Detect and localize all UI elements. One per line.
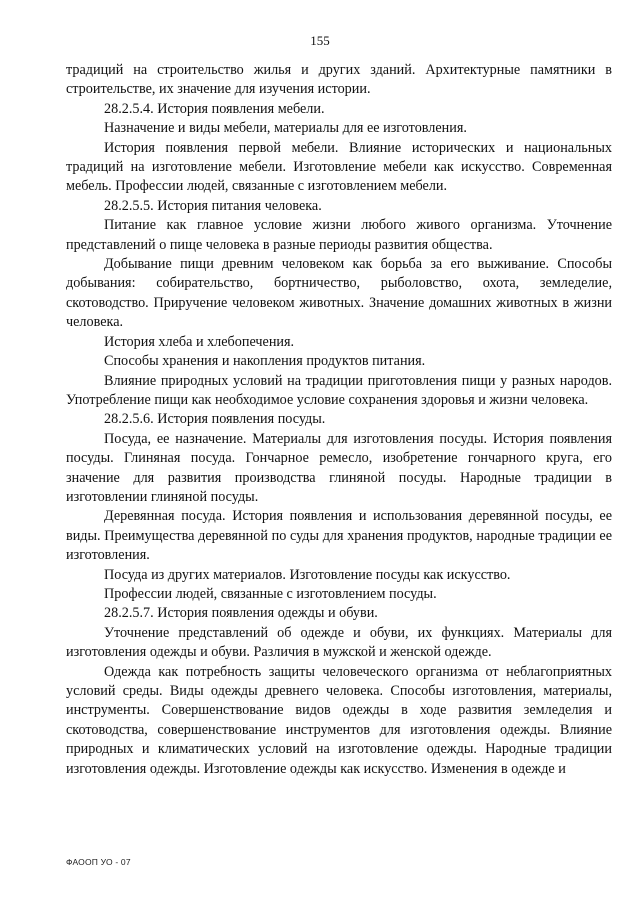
- document-footer: ФАООП УО - 07: [66, 857, 131, 867]
- section-heading-furniture: 28.2.5.4. История появления мебели.: [104, 100, 325, 117]
- section-heading-clothing: 28.2.5.7. История появления одежды и обуви.: [104, 605, 378, 622]
- paragraph: История появления первой мебели. Влияние исторических и национальных традиций на изготовление мебели. Изготовление мебели как искусство. Современная мебель. Профессии людей, связанные с изготовлением мебели.: [66, 139, 612, 195]
- paragraph: Профессии людей, связанные с изготовлением посуды.: [104, 585, 437, 602]
- paragraph: Питание как главное условие жизни любого живого организма. Уточнение представлений о пище человека в разные периоды развития общества.: [66, 217, 612, 253]
- section-heading-nutrition: 28.2.5.5. История питания человека.: [104, 197, 322, 214]
- section-heading-tableware: 28.2.5.6. История появления посуды.: [104, 411, 326, 428]
- paragraph: Уточнение представлений об одежде и обуви, их функциях. Материалы для изготовления одежды и обуви. Различия в мужской и женской одежде.: [66, 624, 612, 661]
- paragraph: Добывание пищи древним человеком как борьба за его выживание. Способы добывания: собирательство, бортничество, рыболовство, охота, земледелие, скотоводство. Приручение человеком животных. Значение домашних животных в жизни человека.: [66, 256, 612, 331]
- paragraph: История хлеба и хлебопечения.: [104, 333, 295, 350]
- document-body: [66, 61, 612, 779]
- paragraph: Посуда из других материалов. Изготовление посуды как искусство.: [104, 566, 511, 583]
- paragraph: Посуда, ее назначение. Материалы для изготовления посуды. История появления посуды. Глиняная посуда. Гончарное ремесло, изобретение гончарного круга, его значение для развития производства глиняной посуды. Народные традиции в изготовлении глиняной посуды.: [66, 430, 612, 505]
- paragraph: Способы хранения и накопления продуктов питания.: [104, 353, 426, 370]
- paragraph: Деревянная посуда. История появления и использования деревянной посуды, ее виды. Преимущества деревянной по суды для хранения продуктов, народные традиции ее изготовления.: [66, 508, 612, 564]
- page-number: 155: [310, 33, 330, 48]
- paragraph-continuation: традиций на строительство жилья и других зданий. Архитектурные памятники в строительстве, их значение для изучения истории.: [66, 62, 612, 98]
- paragraph: Одежда как потребность защиты человеческого организма от неблагоприятных условий среды. Виды одежды древнего человека. Способы изготовления, материалы, инструменты. Совершенствование видов одежды в ходе развития земледелия и скотоводства, совершенствование инструментов для изготовления одежды. Влияние природных и климатических условий на изготовление одежды. Народные традиции изготовления одежды. Изготовление одежды как искусство. Изменения в одежде и: [66, 663, 612, 777]
- paragraph: Влияние природных условий на традиции приготовления пищи у разных народов. Употребление пищи как необходимое условие сохранения здоровья и жизни человека.: [66, 372, 612, 408]
- paragraph: Назначение и виды мебели, материалы для ее изготовления.: [104, 120, 467, 137]
